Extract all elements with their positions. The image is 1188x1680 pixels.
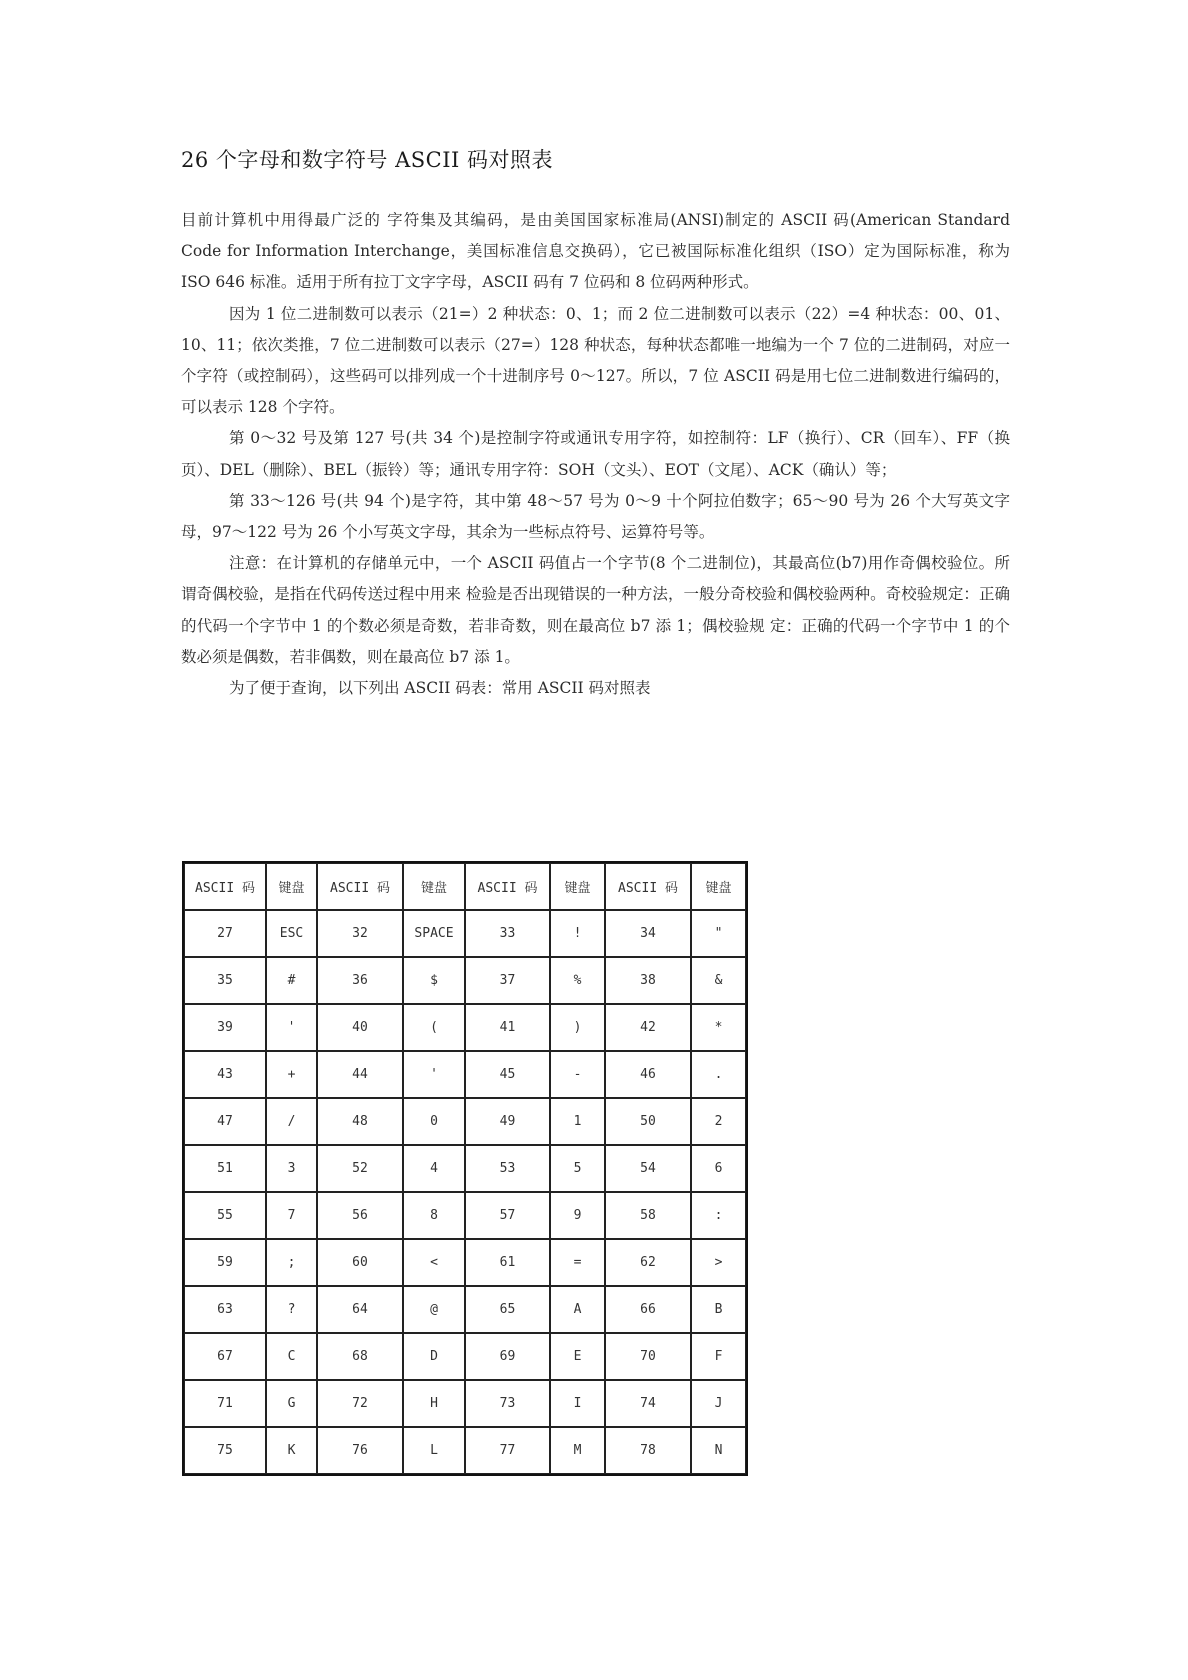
ascii-code-cell: 73 xyxy=(465,1380,550,1427)
key-char-cell: ; xyxy=(266,1239,317,1286)
ascii-code-cell: 55 xyxy=(184,1192,266,1239)
ascii-code-cell: 56 xyxy=(317,1192,403,1239)
ascii-code-cell: 57 xyxy=(465,1192,550,1239)
key-char-cell: 5 xyxy=(550,1145,605,1192)
key-char-cell: B xyxy=(691,1286,746,1333)
ascii-code-cell: 51 xyxy=(184,1145,266,1192)
key-char-cell: # xyxy=(266,957,317,1004)
key-char-cell: 7 xyxy=(266,1192,317,1239)
table-row xyxy=(184,1051,746,1098)
ascii-code-cell: 48 xyxy=(317,1098,403,1145)
paragraph-table-intro: 为了便于查询，以下列出 ASCII 码表：常用 ASCII 码对照表 xyxy=(229,679,651,698)
ascii-code-cell: 70 xyxy=(605,1333,691,1380)
key-char-cell: ) xyxy=(550,1004,605,1051)
key-char-cell: 2 xyxy=(691,1098,746,1145)
key-char-cell: L xyxy=(403,1427,465,1474)
header-cell: ASCII 码 xyxy=(465,863,550,910)
table-row xyxy=(184,1192,746,1239)
ascii-code-cell: 78 xyxy=(605,1427,691,1474)
key-char-cell: $ xyxy=(403,957,465,1004)
header-cell: ASCII 码 xyxy=(184,863,266,910)
key-char-cell: D xyxy=(403,1333,465,1380)
table-row xyxy=(184,1145,746,1192)
ascii-code-cell: 40 xyxy=(317,1004,403,1051)
ascii-code-cell: 63 xyxy=(184,1286,266,1333)
ascii-code-cell: 32 xyxy=(317,910,403,957)
ascii-table xyxy=(182,861,748,1476)
table-row xyxy=(184,1004,746,1051)
key-char-cell: = xyxy=(550,1239,605,1286)
key-char-cell: G xyxy=(266,1380,317,1427)
ascii-code-cell: 64 xyxy=(317,1286,403,1333)
ascii-code-cell: 66 xyxy=(605,1286,691,1333)
ascii-code-cell: 53 xyxy=(465,1145,550,1192)
key-char-cell: : xyxy=(691,1192,746,1239)
ascii-code-cell: 36 xyxy=(317,957,403,1004)
key-char-cell: 8 xyxy=(403,1192,465,1239)
ascii-code-cell: 45 xyxy=(465,1051,550,1098)
table-header-row xyxy=(184,863,746,910)
key-char-cell: K xyxy=(266,1427,317,1474)
key-char-cell: ESC xyxy=(266,910,317,957)
key-char-cell: 3 xyxy=(266,1145,317,1192)
ascii-code-cell: 75 xyxy=(184,1427,266,1474)
key-char-cell: ( xyxy=(403,1004,465,1051)
key-char-cell: A xyxy=(550,1286,605,1333)
key-char-cell: 0 xyxy=(403,1098,465,1145)
key-char-cell: @ xyxy=(403,1286,465,1333)
paragraph-intro: 目前计算机中用得最广泛的 字符集及其编码，是由美国国家标准局(ANSI)制定的 ASCII 码(American Standard Code for Information Interchange，美国标准信息交换码），它已被国际标准化组织（ISO）定为国际标准，称为 ISO 646 标准。适用于所有拉丁文字字母，ASCII 码有 7 位码和 8 位码两种形式。 xyxy=(181,211,1010,292)
key-char-cell: SPACE xyxy=(403,910,465,957)
key-char-cell: 6 xyxy=(691,1145,746,1192)
table-row xyxy=(184,1380,746,1427)
ascii-code-cell: 65 xyxy=(465,1286,550,1333)
ascii-code-cell: 76 xyxy=(317,1427,403,1474)
ascii-code-cell: 46 xyxy=(605,1051,691,1098)
ascii-code-cell: 54 xyxy=(605,1145,691,1192)
key-char-cell: * xyxy=(691,1004,746,1051)
ascii-code-cell: 50 xyxy=(605,1098,691,1145)
header-cell: ASCII 码 xyxy=(605,863,691,910)
paragraph-control-chars: 第 0～32 号及第 127 号(共 34 个)是控制字符或通讯专用字符，如控制符：LF（换行）、CR（回车）、FF（换页）、DEL（删除）、BEL（振铃）等；通讯专用字符：SOH（文头）、EOT（文尾）、ACK（确认）等； xyxy=(181,429,1010,479)
key-char-cell: / xyxy=(266,1098,317,1145)
table-row xyxy=(184,1427,746,1474)
ascii-code-cell: 77 xyxy=(465,1427,550,1474)
table-row xyxy=(184,910,746,957)
header-cell: 键盘 xyxy=(403,863,465,910)
key-char-cell: > xyxy=(691,1239,746,1286)
key-char-cell: & xyxy=(691,957,746,1004)
paragraph-binary: 因为 1 位二进制数可以表示（21=）2 种状态：0、1；而 2 位二进制数可以表示（22）=4 种状态：00、01、10、11；依次类推，7 位二进制数可以表示（27=）128 种状态，每种状态都唯一地编为一个 7 位的二进制码，对应一个字符（或控制码），这些码可以排列成一个十进制序号 0～127。所以，7 位 ASCII 码是用七位二进制数进行编码的，可以表示 128 个字符。 xyxy=(181,304,1010,417)
key-char-cell: C xyxy=(266,1333,317,1380)
table-row xyxy=(184,1098,746,1145)
ascii-code-cell: 42 xyxy=(605,1004,691,1051)
ascii-code-cell: 44 xyxy=(317,1051,403,1098)
paragraph-parity-note: 注意：在计算机的存储单元中，一个 ASCII 码值占一个字节(8 个二进制位)，其最高位(b7)用作奇偶校验位。所谓奇偶校验，是指在代码传送过程中用来 检验是否出现错误的一种方法，一般分奇校验和偶校验两种。奇校验规定：正确的代码一个字节中 1 的个数必须是奇数，若非奇数，则在最高位 b7 添 1；偶校验规 定：正确的代码一个字节中 1 的个数必须是偶数，若非偶数，则在最高位 b7 添 1。 xyxy=(181,554,1010,666)
key-char-cell: ? xyxy=(266,1286,317,1333)
table-row xyxy=(184,1239,746,1286)
key-char-cell: . xyxy=(691,1051,746,1098)
ascii-code-cell: 27 xyxy=(184,910,266,957)
key-char-cell: + xyxy=(266,1051,317,1098)
ascii-code-cell: 49 xyxy=(465,1098,550,1145)
ascii-code-cell: 38 xyxy=(605,957,691,1004)
key-char-cell: J xyxy=(691,1380,746,1427)
ascii-code-cell: 69 xyxy=(465,1333,550,1380)
key-char-cell: H xyxy=(403,1380,465,1427)
ascii-code-cell: 59 xyxy=(184,1239,266,1286)
table-row xyxy=(184,1286,746,1333)
table-row xyxy=(184,1333,746,1380)
ascii-code-cell: 34 xyxy=(605,910,691,957)
paragraph-printable-chars: 第 33～126 号(共 94 个)是字符，其中第 48～57 号为 0～9 十个阿拉伯数字；65～90 号为 26 个大写英文字母，97～122 号为 26 个小写英文字母，其余为一些标点符号、运算符号等。 xyxy=(181,491,1010,542)
header-cell: 键盘 xyxy=(266,863,317,910)
ascii-code-cell: 72 xyxy=(317,1380,403,1427)
ascii-code-cell: 43 xyxy=(184,1051,266,1098)
key-char-cell: ' xyxy=(266,1004,317,1051)
header-cell: ASCII 码 xyxy=(317,863,403,910)
key-char-cell: M xyxy=(550,1427,605,1474)
key-char-cell: < xyxy=(403,1239,465,1286)
ascii-code-cell: 39 xyxy=(184,1004,266,1051)
table-row xyxy=(184,957,746,1004)
key-char-cell: 1 xyxy=(550,1098,605,1145)
header-cell: 键盘 xyxy=(691,863,746,910)
key-char-cell: E xyxy=(550,1333,605,1380)
header-cell: 键盘 xyxy=(550,863,605,910)
ascii-code-cell: 52 xyxy=(317,1145,403,1192)
key-char-cell: 9 xyxy=(550,1192,605,1239)
ascii-code-cell: 58 xyxy=(605,1192,691,1239)
ascii-code-cell: 61 xyxy=(465,1239,550,1286)
key-char-cell: ! xyxy=(550,910,605,957)
key-char-cell: F xyxy=(691,1333,746,1380)
ascii-code-cell: 37 xyxy=(465,957,550,1004)
document-body xyxy=(181,205,1010,704)
key-char-cell: N xyxy=(691,1427,746,1474)
key-char-cell: % xyxy=(550,957,605,1004)
ascii-code-cell: 41 xyxy=(465,1004,550,1051)
ascii-code-cell: 60 xyxy=(317,1239,403,1286)
ascii-code-cell: 67 xyxy=(184,1333,266,1380)
key-char-cell: 4 xyxy=(403,1145,465,1192)
ascii-code-cell: 33 xyxy=(465,910,550,957)
document-title: 26 个字母和数字符号 ASCII 码对照表 xyxy=(181,148,553,172)
key-char-cell: - xyxy=(550,1051,605,1098)
key-char-cell: I xyxy=(550,1380,605,1427)
key-char-cell: " xyxy=(691,910,746,957)
ascii-code-cell: 35 xyxy=(184,957,266,1004)
ascii-code-cell: 62 xyxy=(605,1239,691,1286)
ascii-code-cell: 68 xyxy=(317,1333,403,1380)
ascii-code-cell: 47 xyxy=(184,1098,266,1145)
ascii-code-cell: 71 xyxy=(184,1380,266,1427)
ascii-code-cell: 74 xyxy=(605,1380,691,1427)
ascii-table-body xyxy=(184,863,746,1474)
key-char-cell: ' xyxy=(403,1051,465,1098)
